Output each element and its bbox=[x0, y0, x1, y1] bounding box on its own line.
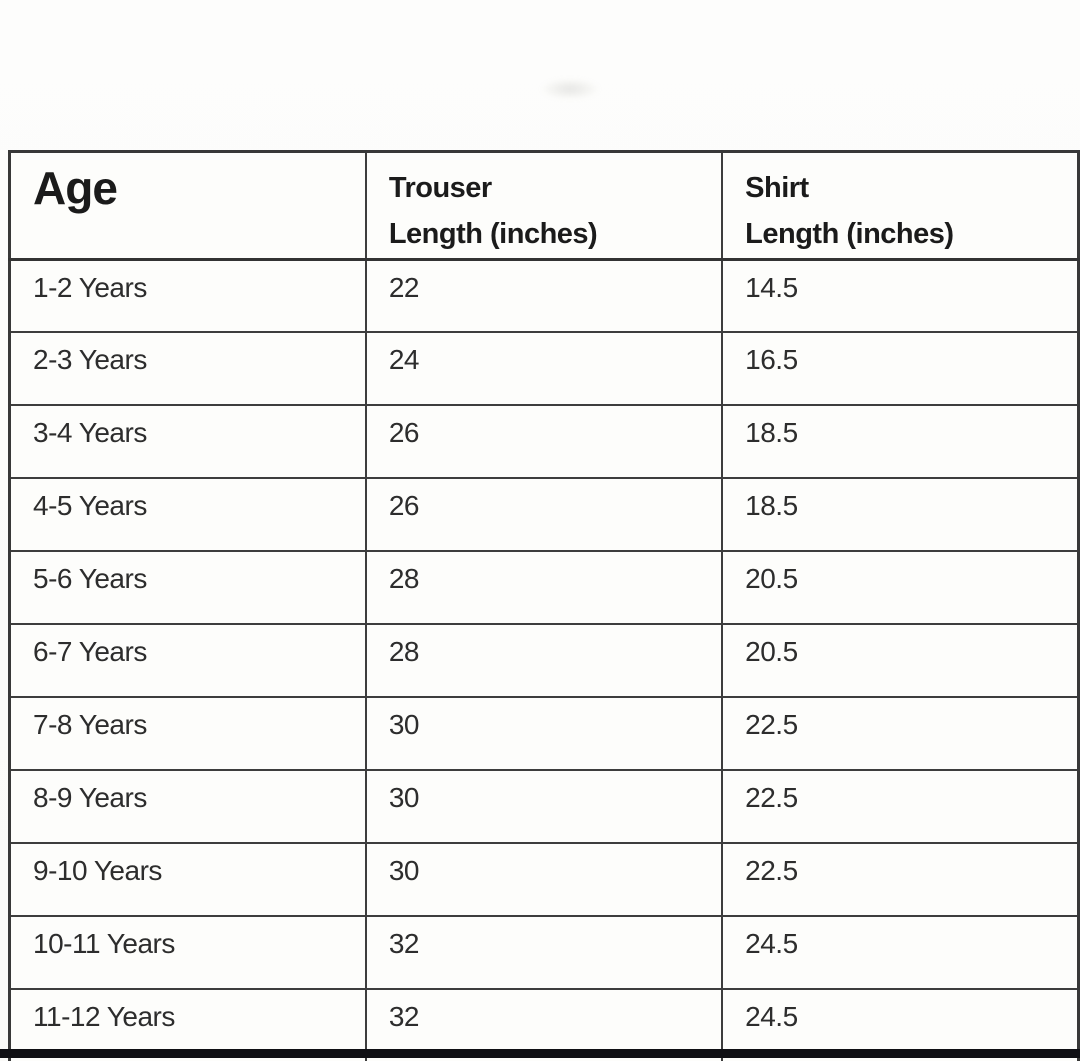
age-cell: 7-8 Years bbox=[10, 697, 366, 770]
photo-artifact bbox=[540, 78, 600, 100]
shirt-length-cell: 22.5 bbox=[722, 770, 1078, 843]
shirt-length-cell: 22.5 bbox=[722, 843, 1078, 916]
column-header-age: Age bbox=[10, 152, 366, 260]
table-header bbox=[10, 152, 1079, 260]
trouser-length-cell: 22 bbox=[366, 259, 722, 332]
table-row bbox=[10, 916, 1079, 989]
trouser-length-cell: 30 bbox=[366, 843, 722, 916]
table-row bbox=[10, 843, 1079, 916]
shirt-length-cell: 20.5 bbox=[722, 551, 1078, 624]
age-cell: 11-12 Years bbox=[10, 989, 366, 1061]
shirt-length-cell: 14.5 bbox=[722, 259, 1078, 332]
age-cell: 8-9 Years bbox=[10, 770, 366, 843]
header-line: Length (inches) bbox=[745, 218, 954, 251]
bottom-black-bar bbox=[0, 1049, 1080, 1058]
table-row bbox=[10, 332, 1079, 405]
table-row bbox=[10, 478, 1079, 551]
shirt-length-cell: 18.5 bbox=[722, 405, 1078, 478]
header-line: Trouser bbox=[388, 172, 492, 204]
table-row bbox=[10, 259, 1079, 332]
shirt-length-cell: 24.5 bbox=[722, 989, 1078, 1061]
age-cell: 2-3 Years bbox=[10, 332, 366, 405]
age-cell: 1-2 Years bbox=[10, 259, 366, 332]
trouser-length-cell: 28 bbox=[366, 624, 722, 697]
trouser-length-cell: 24 bbox=[366, 332, 722, 405]
age-cell: 10-11 Years bbox=[10, 916, 366, 989]
table-row bbox=[10, 551, 1079, 624]
trouser-length-cell: 26 bbox=[366, 478, 722, 551]
shirt-length-cell: 24.5 bbox=[722, 916, 1078, 989]
column-header-trouser-length bbox=[366, 152, 722, 260]
trouser-length-cell: 30 bbox=[366, 697, 722, 770]
table-row bbox=[10, 624, 1079, 697]
trouser-length-cell: 30 bbox=[366, 770, 722, 843]
trouser-length-cell: 26 bbox=[366, 405, 722, 478]
header-line: Length (inches) bbox=[388, 218, 598, 251]
header-row bbox=[10, 152, 1079, 260]
age-cell: 6-7 Years bbox=[10, 624, 366, 697]
table-body bbox=[10, 259, 1079, 1061]
table-row bbox=[10, 770, 1079, 843]
header-line: Shirt bbox=[745, 172, 809, 204]
shirt-length-cell: 20.5 bbox=[722, 624, 1078, 697]
table-row bbox=[10, 405, 1079, 478]
shirt-length-cell: 18.5 bbox=[722, 478, 1078, 551]
table-row bbox=[10, 697, 1079, 770]
shirt-length-cell: 22.5 bbox=[722, 697, 1078, 770]
age-cell: 9-10 Years bbox=[10, 843, 366, 916]
trouser-length-cell: 28 bbox=[366, 551, 722, 624]
shirt-length-cell: 16.5 bbox=[722, 332, 1078, 405]
column-header-shirt-length bbox=[722, 152, 1078, 260]
age-cell: 5-6 Years bbox=[10, 551, 366, 624]
trouser-length-cell: 32 bbox=[366, 916, 722, 989]
age-cell: 4-5 Years bbox=[10, 478, 366, 551]
size-chart-table bbox=[8, 150, 1080, 1061]
age-cell: 3-4 Years bbox=[10, 405, 366, 478]
trouser-length-cell: 32 bbox=[366, 989, 722, 1061]
